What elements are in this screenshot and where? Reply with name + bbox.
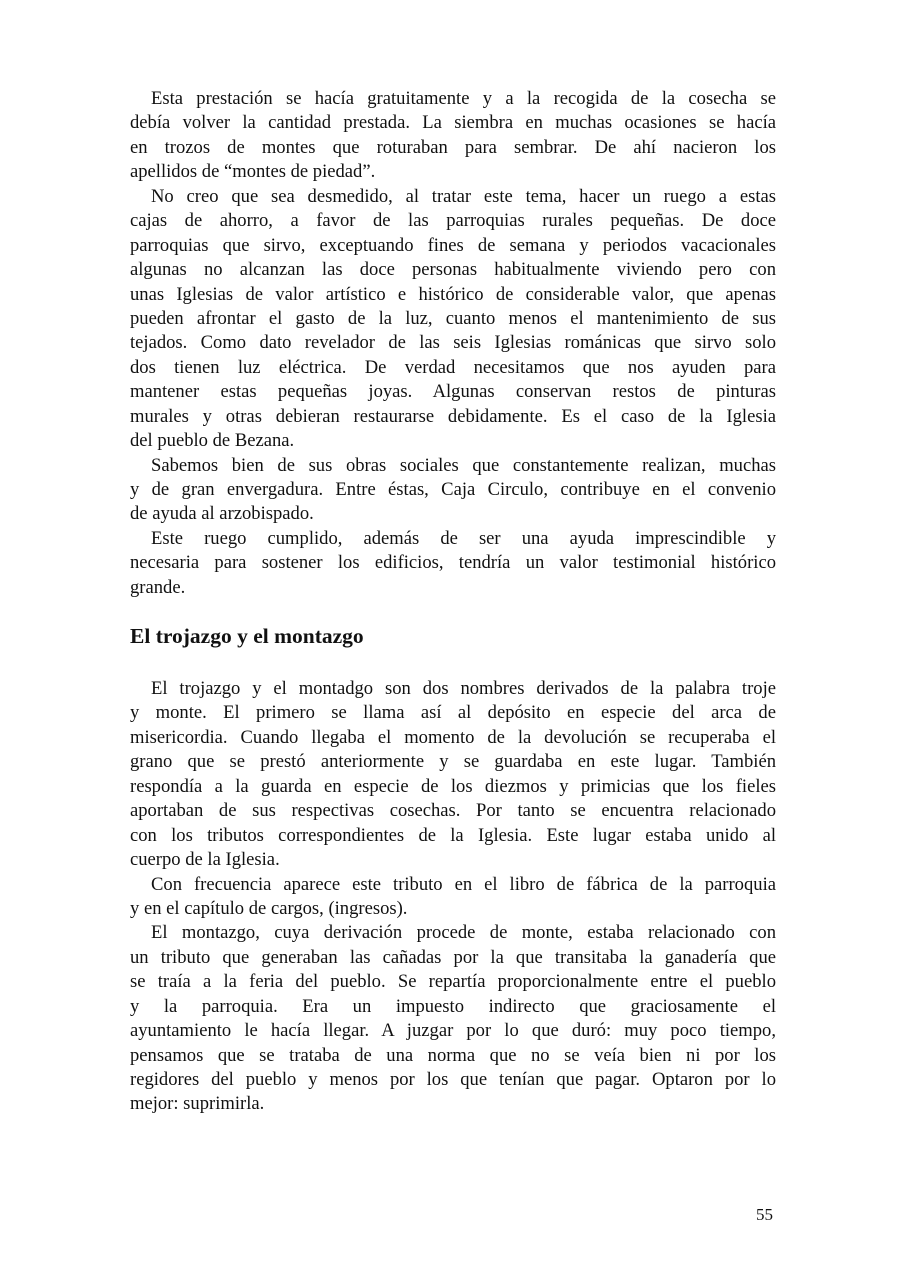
- section-heading: El trojazgo y el montazgo: [130, 624, 364, 648]
- paragraph: [130, 454, 776, 527]
- text-line: en trozos de montes que roturaban para sembrar. De ahí nacieron los: [130, 136, 776, 158]
- text-line: mejor: suprimirla.: [130, 1093, 265, 1115]
- text-line: parroquias que sirvo, exceptuando fines de semana y periodos vacacionales: [130, 234, 776, 256]
- text-line: Sabemos bien de sus obras sociales que constantemente realizan, muchas: [151, 454, 776, 476]
- paragraph: [130, 873, 776, 922]
- text-line: murales y otras debieran restaurarse debidamente. Es el caso de la Iglesia: [130, 405, 776, 427]
- text-line: respondía a la guarda en especie de los diezmos y primicias que los fieles: [130, 775, 776, 797]
- text-line: y de gran envergadura. Entre éstas, Caja Circulo, contribuye en el convenio: [130, 479, 776, 500]
- text-line: mantener estas pequeñas joyas. Algunas conservan restos de pinturas: [130, 381, 776, 403]
- text-line: regidores del pueblo y menos por los que tenían que pagar. Optaron por lo: [130, 1069, 776, 1090]
- text-line: un tributo que generaban las cañadas por la que transitaba la ganadería que: [130, 946, 776, 968]
- text-line: se traía a la feria del pueblo. Se repartía proporcionalmente entre el pueblo: [130, 971, 776, 993]
- text-line: y la parroquia. Era un impuesto indirecto que graciosamente el: [130, 995, 776, 1017]
- text-line: El montazgo, cuya derivación procede de monte, estaba relacionado con: [151, 922, 776, 944]
- text-line: El trojazgo y el montadgo son dos nombres derivados de la palabra troje: [151, 678, 776, 699]
- body-text-section-2: [130, 677, 776, 1117]
- text-line: grande.: [130, 576, 186, 598]
- text-line: aportaban de sus respectivas cosechas. Por tanto se encuentra relacionado: [130, 800, 776, 822]
- text-line: debía volver la cantidad prestada. La siembra en muchas ocasiones se hacía: [130, 112, 776, 134]
- text-line: misericordia. Cuando llegaba el momento de la devolución se recuperaba el: [130, 726, 776, 748]
- paragraph: [130, 87, 776, 185]
- text-line: Con frecuencia aparece este tributo en el libro de fábrica de la parroquia: [151, 873, 776, 895]
- page-number: 55: [756, 1205, 773, 1224]
- text-line: unas Iglesias de valor artístico e histórico de considerable valor, que apenas: [130, 283, 776, 305]
- body-text-section-1: [130, 87, 776, 600]
- paragraph: [130, 921, 776, 1117]
- text-line: tejados. Como dato revelador de las seis Iglesias románicas que sirvo solo: [130, 332, 776, 354]
- text-line: cajas de ahorro, a favor de las parroquias rurales pequeñas. De doce: [130, 210, 776, 232]
- text-line: y monte. El primero se llama así al depósito en especie del arca de: [130, 702, 776, 724]
- text-line: ayuntamiento le hacía llegar. A juzgar por lo que duró: muy poco tiempo,: [130, 1020, 776, 1042]
- text-line: y en el capítulo de cargos, (ingresos).: [130, 897, 408, 919]
- text-line: del pueblo de Bezana.: [130, 430, 295, 452]
- text-line: de ayuda al arzobispado.: [130, 503, 314, 525]
- text-line: No creo que sea desmedido, al tratar este tema, hacer un ruego a estas: [151, 185, 776, 207]
- text-line: cuerpo de la Iglesia.: [130, 849, 280, 871]
- paragraph: [130, 677, 776, 873]
- text-line: necesaria para sostener los edificios, tendría un valor testimonial histórico: [130, 552, 776, 574]
- paragraph: [130, 185, 776, 454]
- paragraph: [130, 527, 776, 600]
- text-line: grano que se prestó anteriormente y se guardaba en este lugar. También: [130, 751, 776, 773]
- text-line: dos tienen luz eléctrica. De verdad necesitamos que nos ayuden para: [130, 356, 776, 378]
- text-line: pueden afrontar el gasto de la luz, cuanto menos el mantenimiento de sus: [130, 307, 776, 329]
- text-line: pensamos que se trataba de una norma que no se veía bien ni por los: [130, 1044, 776, 1066]
- text-line: Este ruego cumplido, además de ser una ayuda imprescindible y: [151, 527, 776, 549]
- text-line: apellidos de “montes de piedad”.: [130, 161, 376, 183]
- text-line: con los tributos correspondientes de la Iglesia. Este lugar estaba unido al: [130, 824, 776, 846]
- text-line: algunas no alcanzan las doce personas habitualmente viviendo pero con: [130, 259, 776, 281]
- text-line: Esta prestación se hacía gratuitamente y a la recogida de la cosecha se: [151, 88, 776, 109]
